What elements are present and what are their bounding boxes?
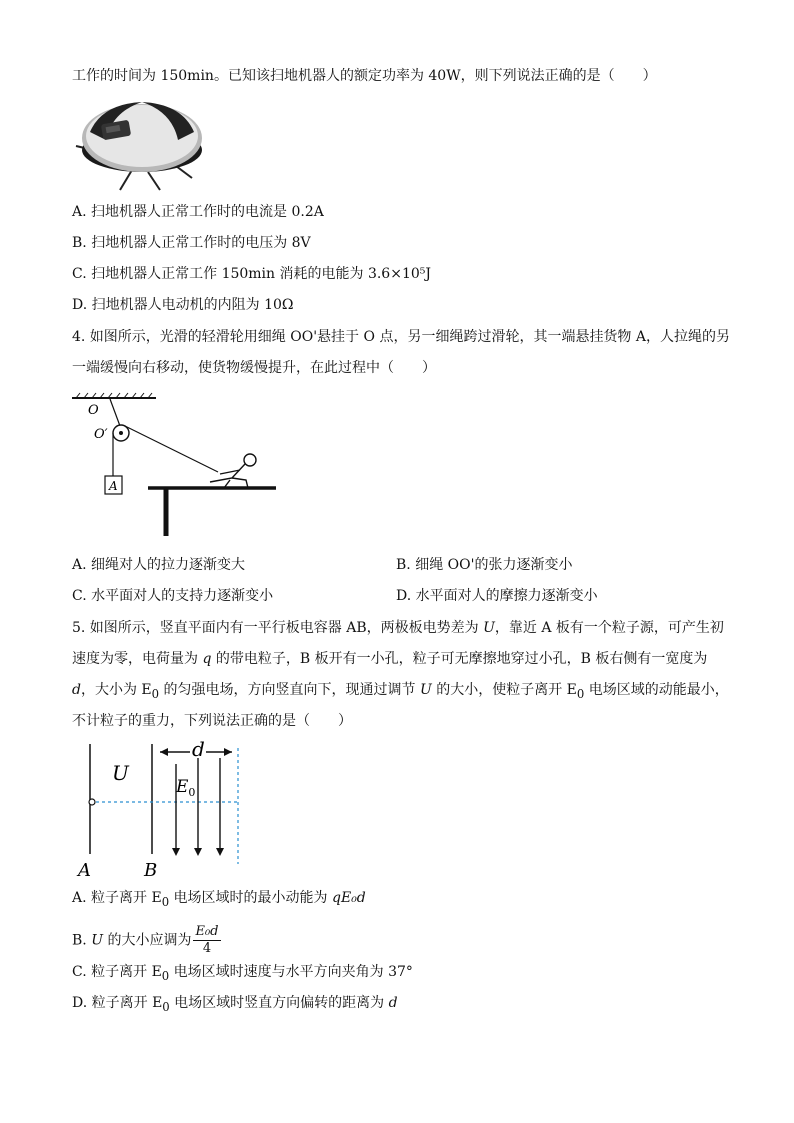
q5-option-d: D. 粒子离开 $E_0$ 电场区域时竖直方向偏转的距离为 d bbox=[72, 995, 398, 1014]
q3-option-d: D. 扫地机器人电动机的内阻为 10Ω bbox=[72, 297, 294, 313]
robot-vacuum-image bbox=[72, 92, 212, 194]
q4-option-c: C. 水平面对人的支持力逐渐变小 bbox=[72, 588, 274, 604]
q3-option-c: C. 扫地机器人正常工作 150min 消耗的电能为 3.6×10⁵J bbox=[72, 266, 431, 282]
q5-option-c: C. 粒子离开 $E_0$ 电场区域时速度与水平方向夹角为 37° bbox=[72, 964, 413, 983]
q5-option-a: A. 粒子离开 $E_0$ 电场区域时的最小动能为 qE₀d bbox=[72, 890, 366, 909]
fraction: $\frac{\text{E₀d}}{4}$ bbox=[195, 924, 219, 956]
q3-stem: 工作的时间为 150min。已知该扫地机器人的额定功率为 40W，则下列说法正确的是（ ） bbox=[72, 68, 657, 84]
field-lines bbox=[176, 758, 220, 850]
label-o: O bbox=[88, 403, 99, 418]
label-e0: $E_0$ bbox=[176, 777, 196, 799]
q4-stem-line2: 一端缓慢向右移动，使货物缓慢提升，在此过程中（ ） bbox=[72, 360, 436, 376]
q3-option-b: B. 扫地机器人正常工作时的电压为 8V bbox=[72, 235, 311, 251]
q4-stem-line1: 4. 如图所示，光滑的轻滑轮用细绳 OO'悬挂于 O 点，另一细绳跨过滑轮，其一端悬挂货物 A，人拉绳的另 bbox=[72, 329, 730, 345]
q3-option-a: A. 扫地机器人正常工作时的电流是 0.2A bbox=[72, 204, 324, 220]
label-plate-a: A bbox=[78, 860, 91, 881]
label-o-prime: O′ bbox=[94, 427, 108, 442]
q5-stem-line4: 不计粒子的重力，下列说法正确的是（ ） bbox=[72, 713, 352, 729]
label-d: d bbox=[192, 738, 205, 761]
q5-stem-line3: d，大小为 $E_0$ 的匀强电场，方向竖直向下，现通过调节 U 的大小，使粒子离开 $E_0$ 电场区域的动能最小， bbox=[72, 682, 729, 701]
q4-option-a: A. 细绳对人的拉力逐渐变大 bbox=[72, 557, 246, 573]
q5-option-b: B. U 的大小应调为 $\frac{\text{E₀d}}{4}$ bbox=[72, 924, 219, 956]
q5-capacitor-figure bbox=[72, 738, 252, 882]
q4-option-b: B. 细绳 OO'的张力逐渐变小 bbox=[396, 557, 573, 573]
q5-stem-line1: 5. 如图所示，竖直平面内有一平行板电容器 AB，两极板电势差为 U，靠近 A 板有一个粒子源，可产生初 bbox=[72, 620, 724, 636]
q4-pulley-figure bbox=[70, 390, 290, 540]
label-a: A bbox=[109, 479, 118, 493]
q5-stem-line2: 速度为零，电荷量为 q 的带电粒子，B 板开有一小孔，粒子可无摩擦地穿过小孔，B 板右侧有一宽度为 bbox=[72, 651, 708, 667]
label-u: U bbox=[112, 761, 129, 785]
q4-option-d: D. 水平面对人的摩擦力逐渐变小 bbox=[396, 588, 598, 604]
label-plate-b: B bbox=[144, 860, 158, 881]
